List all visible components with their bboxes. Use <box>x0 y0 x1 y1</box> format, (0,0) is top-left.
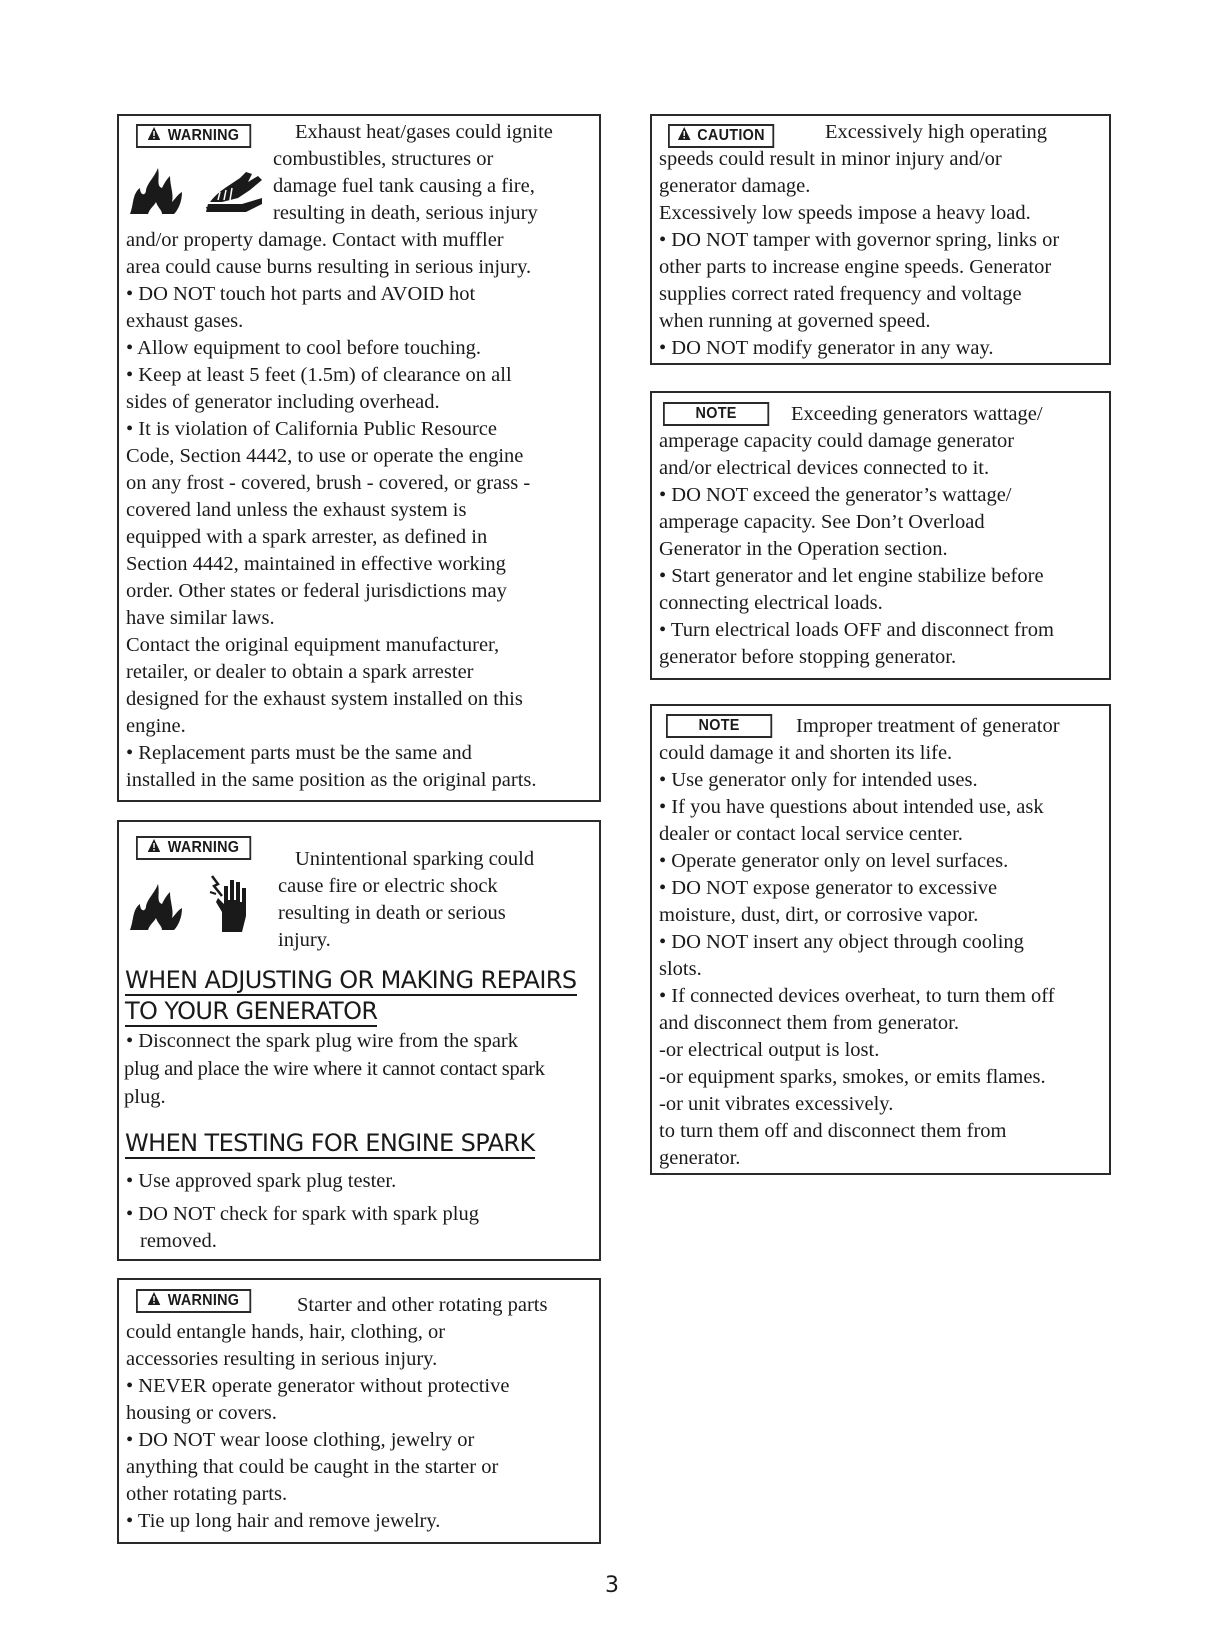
warning-label: WARNING <box>136 1289 251 1313</box>
warning-label: WARNING <box>136 836 251 860</box>
warning-triangle-icon <box>677 127 690 145</box>
page-number: 3 <box>605 1573 619 1598</box>
hot-surface-hand-icon <box>202 164 266 221</box>
note-label: NOTE <box>666 714 772 738</box>
note-label: NOTE <box>663 402 769 426</box>
warning-label: WARNING <box>136 124 251 148</box>
warning-triangle-icon <box>148 127 161 145</box>
warning-triangle-icon <box>148 1292 161 1310</box>
section-heading-spark-test: WHEN TESTING FOR ENGINE SPARK <box>125 1129 535 1157</box>
caution-label: CAUTION <box>668 124 774 148</box>
fire-icon <box>128 880 200 937</box>
warning-triangle-icon <box>148 839 161 857</box>
fire-icon <box>128 164 200 221</box>
section-heading-repairs: WHEN ADJUSTING OR MAKING REPAIRS TO YOUR GENERATOR <box>125 966 577 1025</box>
electric-shock-hand-icon <box>208 872 256 939</box>
